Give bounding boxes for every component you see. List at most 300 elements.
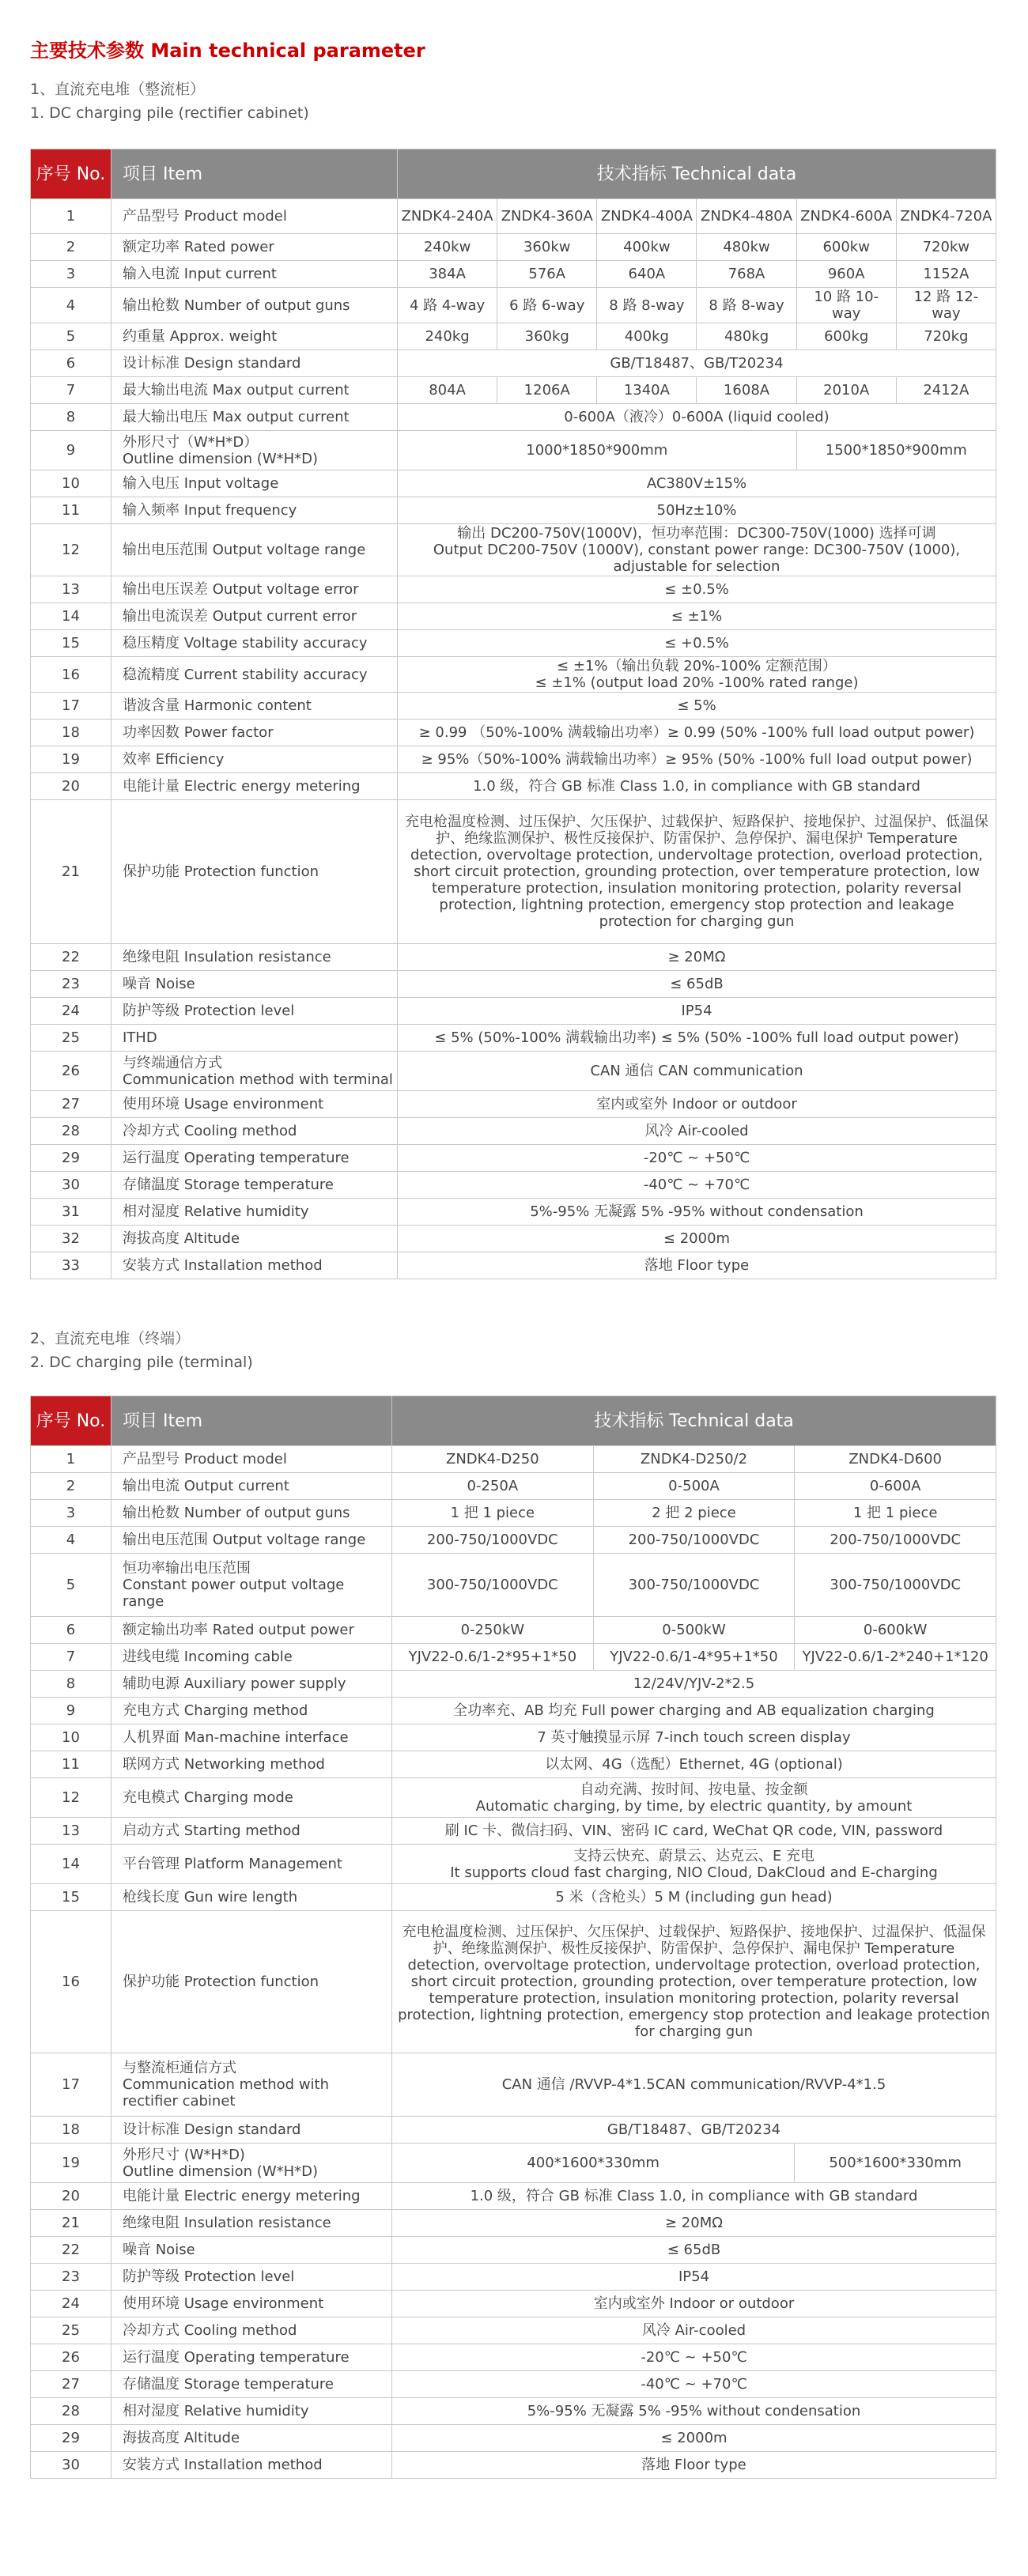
row-item-name: 额定输出功率 Rated output power [111,1617,392,1644]
row-number: 28 [31,1118,111,1145]
row-value: 200-750/1000VDC [392,1527,594,1554]
row-item-name: 噪音 Noise [111,2237,392,2264]
row-number: 21 [31,800,111,944]
row-number: 4 [31,288,111,323]
row-number: 29 [31,2425,111,2452]
table-row [31,1500,996,1527]
table-row [31,1884,996,1911]
row-value: 240kw [398,234,497,261]
table-row [31,1527,996,1554]
row-value: -20℃ ~ +50℃ [392,2344,996,2371]
row-number: 17 [31,2053,111,2117]
row-value: 室内或室外 Indoor or outdoor [398,1091,996,1118]
row-number: 31 [31,1199,111,1226]
row-number: 11 [31,1751,111,1778]
row-number: 27 [31,2371,111,2398]
row-item-name: 冷却方式 Cooling method [111,1118,398,1145]
row-number: 25 [31,1025,111,1052]
row-item-name: 恒功率输出电压范围 Constant power output voltage range [111,1554,392,1617]
row-number: 11 [31,497,111,524]
row-item-name: 输出枪数 Number of output guns [111,1500,392,1527]
row-value: 5%-95% 无凝露 5% -95% without condensation [392,2398,996,2425]
table-row [31,1473,996,1500]
table-row [31,1698,996,1724]
row-number: 28 [31,2398,111,2425]
row-value: 480kw [697,234,796,261]
table-row [31,234,996,261]
row-number: 15 [31,1884,111,1911]
table-row [31,2425,996,2452]
row-value: 720kw [896,234,996,261]
row-value: YJV22-0.6/1-2*240+1*120 [795,1644,996,1671]
row-value: 12 路 12-way [896,288,996,323]
row-value: 10 路 10-way [796,288,896,323]
row-value: -40℃ ~ +70℃ [398,1172,996,1199]
row-item-name: 防护等级 Protection level [111,2264,392,2291]
table-row [31,1252,996,1279]
row-item-name: 输出电流 Output current [111,1473,392,1500]
table-row [31,1025,996,1052]
row-item-name: 存储温度 Storage temperature [111,1172,398,1199]
row-value: 768A [697,261,796,288]
row-value: 4 路 4-way [398,288,497,323]
row-item-name: 安装方式 Installation method [111,2452,392,2479]
row-value: ≥ 20MΩ [392,2210,996,2237]
row-value: ≤ 65dB [392,2237,996,2264]
table-row [31,2183,996,2210]
row-value: ≤ 5% (50%-100% 满载输出功率) ≤ 5% (50% -100% full load output power) [398,1025,996,1052]
header-item: 项目 Item [111,1396,392,1446]
table-header-row [31,149,996,199]
row-item-name: 绝缘电阻 Insulation resistance [111,2210,392,2237]
row-item-name: 谐波含量 Harmonic content [111,693,398,720]
row-value: 0-500kW [593,1617,795,1644]
row-value: 自动充满、按时间、按电量、按金额 Automatic charging, by time, by electric quantity, by amount [392,1778,996,1818]
row-number: 23 [31,971,111,998]
row-value: ≤ ±0.5% [398,576,996,603]
table-row [31,1617,996,1644]
row-item-name: 额定功率 Rated power [111,234,398,261]
row-value: ZNDK4-D250/2 [593,1446,795,1473]
section1-title-en: 1. DC charging pile (rectifier cabinet) [30,104,309,122]
row-number: 9 [31,1698,111,1724]
table-row [31,657,996,693]
row-number: 26 [31,2344,111,2371]
row-item-name: 海拔高度 Altitude [111,2425,392,2452]
row-value: ZNDK4-600A [796,199,896,234]
row-item-name: 设计标准 Design standard [111,2117,392,2144]
row-item-name: 运行温度 Operating temperature [111,1145,398,1172]
header-no: 序号 No. [31,1396,111,1446]
row-number: 8 [31,404,111,431]
table-row [31,261,996,288]
row-value: 360kg [497,323,597,350]
table-row [31,2117,996,2144]
row-value: 400kg [597,323,697,350]
row-value: 支持云快充、蔚景云、达克云、E 充电 It supports cloud fast charging, NIO Cloud, DakCloud and E-charging [392,1845,996,1884]
row-number: 20 [31,2183,111,2210]
table-row [31,350,996,377]
table-row [31,1554,996,1617]
table-row [31,1671,996,1698]
row-value: ZNDK4-480A [697,199,796,234]
row-value: 2412A [896,377,996,404]
table-row [31,2344,996,2371]
table-row [31,2452,996,2479]
row-value: AC380V±15% [398,470,996,497]
row-number: 33 [31,1252,111,1279]
row-value: 1 把 1 piece [392,1500,594,1527]
row-value: 室内或室外 Indoor or outdoor [392,2291,996,2317]
table-row [31,800,996,944]
row-number: 7 [31,1644,111,1671]
row-item-name: 稳压精度 Voltage stability accuracy [111,630,398,657]
table-header-row [31,1396,996,1446]
section2-title-en: 2. DC charging pile (terminal) [30,1354,253,1371]
row-value: 400kw [597,234,697,261]
table-row [31,1644,996,1671]
row-number: 19 [31,2144,111,2183]
row-value: 960A [796,261,896,288]
section1-title-cn: 1、直流充电堆（整流柜） [30,81,206,98]
row-value: 0-600kW [795,1617,996,1644]
row-value: 300-750/1000VDC [593,1554,795,1617]
table-row [31,1091,996,1118]
row-value: 360kw [497,234,597,261]
table-row [31,1226,996,1252]
row-number: 25 [31,2317,111,2344]
row-number: 12 [31,524,111,576]
row-value: 0-250A [392,1473,594,1500]
row-value: ZNDK4-240A [398,199,497,234]
table-row [31,773,996,800]
table-row [31,431,996,470]
row-item-name: 最大输出电压 Max output current [111,404,398,431]
table-row [31,1052,996,1091]
row-value: ZNDK4-D600 [795,1446,996,1473]
row-number: 19 [31,746,111,773]
row-number: 1 [31,199,111,234]
table-row [31,1778,996,1818]
row-value: GB/T18487、GB/T20234 [392,2117,996,2144]
row-value: 1 把 1 piece [795,1500,996,1527]
row-value: YJV22-0.6/1-4*95+1*50 [593,1644,795,1671]
table-row [31,470,996,497]
row-number: 8 [31,1671,111,1698]
row-value: ≥ 0.99 （50%-100% 满载输出功率）≥ 0.99 (50% -100% full load output power) [398,720,996,746]
section2-title-cn: 2、直流充电堆（终端） [30,1330,191,1347]
row-number: 5 [31,323,111,350]
row-value: 1.0 级，符合 GB 标准 Class 1.0, in compliance with GB standard [392,2183,996,2210]
row-item-name: 平台管理 Platform Management [111,1845,392,1884]
row-number: 4 [31,1527,111,1554]
row-item-name: 海拔高度 Altitude [111,1226,398,1252]
row-item-name: 外形尺寸 (W*H*D) Outline dimension (W*H*D) [111,2144,392,2183]
row-value: 1340A [597,377,697,404]
row-item-name: 辅助电源 Auxiliary power supply [111,1671,392,1698]
table-row [31,1818,996,1845]
row-item-name: 输出电流误差 Output current error [111,603,398,630]
row-item-name: 与终端通信方式 Communication method with terminal [111,1052,398,1091]
section2-table [30,1396,996,2479]
row-value: 804A [398,377,497,404]
row-value: 2 把 2 piece [593,1500,795,1527]
row-value: 充电枪温度检测、过压保护、欠压保护、过载保护、短路保护、接地保护、过温保护、低温保护、绝缘监测保护、极性反接保护、防雷保护、急停保护、漏电保护 Temperature detection, overvoltage protection, undervoltage protection, overload protection, short circuit protection, grounding protection, over temperature protection, low temperature protection, insulation monitoring protection, polarity reversal protection, lightning protection, emergency stop protection and leakage protection for charging gun [398,800,996,944]
row-value: 风冷 Air-cooled [392,2317,996,2344]
row-value: 640A [597,261,697,288]
table-row [31,2053,996,2117]
row-number: 30 [31,2452,111,2479]
table-row [31,2398,996,2425]
row-number: 2 [31,234,111,261]
row-value: ZNDK4-360A [497,199,597,234]
row-value: 200-750/1000VDC [593,1527,795,1554]
row-number: 5 [31,1554,111,1617]
row-number: 1 [31,1446,111,1473]
row-item-name: 产品型号 Product model [111,1446,392,1473]
row-value: ≤ ±1%（输出负载 20%-100% 定额范围） ≤ ±1% (output load 20% -100% rated range) [398,657,996,693]
row-item-name: 充电方式 Charging method [111,1698,392,1724]
table-row [31,2144,996,2183]
row-number: 30 [31,1172,111,1199]
row-item-name: 与整流柜通信方式 Communication method with rectifier cabinet [111,2053,392,2117]
row-item-name: ITHD [111,1025,398,1052]
row-value: ≤ 5% [398,693,996,720]
row-value: 400*1600*330mm [392,2144,795,2183]
row-value: 落地 Floor type [392,2452,996,2479]
row-number: 26 [31,1052,111,1091]
row-item-name: 使用环境 Usage environment [111,1091,398,1118]
row-value: 1000*1850*900mm [398,431,797,470]
header-no: 序号 No. [31,149,111,199]
row-value: 刷 IC 卡、微信扫码、VIN、密码 IC card, WeChat QR code, VIN, password [392,1818,996,1845]
row-item-name: 存储温度 Storage temperature [111,2371,392,2398]
row-value: 1608A [697,377,796,404]
row-value: 1500*1850*900mm [796,431,996,470]
row-value: ≤ +0.5% [398,630,996,657]
header-data: 技术指标 Technical data [392,1396,996,1446]
row-item-name: 输入电压 Input voltage [111,470,398,497]
row-number: 15 [31,630,111,657]
row-item-name: 输出枪数 Number of output guns [111,288,398,323]
row-item-name: 功率因数 Power factor [111,720,398,746]
row-value: 8 路 8-way [597,288,697,323]
row-number: 16 [31,657,111,693]
row-number: 13 [31,1818,111,1845]
row-value: 0-600A（液冷）0-600A (liquid cooled) [398,404,996,431]
row-item-name: 输入电流 Input current [111,261,398,288]
row-item-name: 枪线长度 Gun wire length [111,1884,392,1911]
row-value: ≥ 95%（50%-100% 满载输出功率）≥ 95% (50% -100% full load output power) [398,746,996,773]
row-value: 384A [398,261,497,288]
row-value: 0-250kW [392,1617,594,1644]
row-item-name: 保护功能 Protection function [111,800,398,944]
row-value: 0-600A [795,1473,996,1500]
row-number: 23 [31,2264,111,2291]
table-row [31,576,996,603]
row-value: 6 路 6-way [497,288,597,323]
row-number: 3 [31,1500,111,1527]
row-number: 21 [31,2210,111,2237]
table-row [31,998,996,1025]
row-value: 全功率充、AB 均充 Full power charging and AB equalization charging [392,1698,996,1724]
row-value: 5 米（含枪头）5 M (including gun head) [392,1884,996,1911]
row-value: IP54 [398,998,996,1025]
row-value: 300-750/1000VDC [392,1554,594,1617]
row-number: 14 [31,1845,111,1884]
table-row [31,1911,996,2053]
row-number: 2 [31,1473,111,1500]
row-value: 0-500A [593,1473,795,1500]
row-item-name: 外形尺寸（W*H*D） Outline dimension (W*H*D) [111,431,398,470]
table-row [31,1724,996,1751]
row-item-name: 稳流精度 Current stability accuracy [111,657,398,693]
table-row [31,1118,996,1145]
row-number: 16 [31,1911,111,2053]
row-value: 720kg [896,323,996,350]
table-row [31,944,996,971]
table-row [31,497,996,524]
row-value: ≤ ±1% [398,603,996,630]
section1-table [30,149,996,1279]
row-value: 8 路 8-way [697,288,796,323]
row-value: ≤ 2000m [398,1226,996,1252]
row-value: CAN 通信 CAN communication [398,1052,996,1091]
row-item-name: 联网方式 Networking method [111,1751,392,1778]
row-value: 1.0 级，符合 GB 标准 Class 1.0, in compliance with GB standard [398,773,996,800]
row-value: 480kg [697,323,796,350]
row-item-name: 电能计量 Electric energy metering [111,2183,392,2210]
row-item-name: 约重量 Approx. weight [111,323,398,350]
table-row [31,2264,996,2291]
row-item-name: 绝缘电阻 Insulation resistance [111,944,398,971]
row-item-name: 效率 Efficiency [111,746,398,773]
row-number: 17 [31,693,111,720]
table-row [31,288,996,323]
row-number: 32 [31,1226,111,1252]
row-value: -40℃ ~ +70℃ [392,2371,996,2398]
row-number: 6 [31,1617,111,1644]
row-value: 1152A [896,261,996,288]
table-row [31,404,996,431]
row-value: 5%-95% 无凝露 5% -95% without condensation [398,1199,996,1226]
row-item-name: 产品型号 Product model [111,199,398,234]
row-value: ≤ 65dB [398,971,996,998]
row-value: 落地 Floor type [398,1252,996,1279]
row-value: GB/T18487、GB/T20234 [398,350,996,377]
table-row [31,1446,996,1473]
header-item: 项目 Item [111,149,398,199]
row-number: 7 [31,377,111,404]
row-item-name: 输出电压范围 Output voltage range [111,1527,392,1554]
row-value: 576A [497,261,597,288]
row-value: 600kw [796,234,896,261]
row-item-name: 进线电缆 Incoming cable [111,1644,392,1671]
row-number: 6 [31,350,111,377]
page-title: 主要技术参数 Main technical parameter [30,40,425,62]
row-item-name: 防护等级 Protection level [111,998,398,1025]
table-row [31,693,996,720]
row-item-name: 相对湿度 Relative humidity [111,2398,392,2425]
row-number: 20 [31,773,111,800]
table-row [31,720,996,746]
table-row [31,2210,996,2237]
row-item-name: 保护功能 Protection function [111,1911,392,2053]
table-row [31,630,996,657]
row-value: 输出 DC200-750V(1000V)，恒功率范围：DC300-750V(1000) 选择可调 Output DC200-750V (1000V), constant power range: DC300-750V (1000), adjustable for selection [398,524,996,576]
row-item-name: 设计标准 Design standard [111,350,398,377]
row-value: 50Hz±10% [398,497,996,524]
table-row [31,1845,996,1884]
table-row [31,524,996,576]
row-value: 200-750/1000VDC [795,1527,996,1554]
row-item-name: 启动方式 Starting method [111,1818,392,1845]
table-row [31,199,996,234]
row-number: 22 [31,944,111,971]
row-value: IP54 [392,2264,996,2291]
row-item-name: 安装方式 Installation method [111,1252,398,1279]
row-number: 10 [31,470,111,497]
table-row [31,2317,996,2344]
table-row [31,971,996,998]
table-row [31,1172,996,1199]
table-row [31,1145,996,1172]
table-row [31,603,996,630]
row-number: 29 [31,1145,111,1172]
row-item-name: 充电模式 Charging mode [111,1778,392,1818]
table-row [31,2237,996,2264]
row-item-name: 输出电压范围 Output voltage range [111,524,398,576]
row-value: YJV22-0.6/1-2*95+1*50 [392,1644,594,1671]
row-item-name: 电能计量 Electric energy metering [111,773,398,800]
row-value: 12/24V/YJV-2*2.5 [392,1671,996,1698]
row-number: 10 [31,1724,111,1751]
row-item-name: 噪音 Noise [111,971,398,998]
row-item-name: 使用环境 Usage environment [111,2291,392,2317]
table-row [31,2291,996,2317]
table-row [31,1751,996,1778]
row-value: -20℃ ~ +50℃ [398,1145,996,1172]
row-value: 以太网、4G（选配）Ethernet, 4G (optional) [392,1751,996,1778]
row-item-name: 运行温度 Operating temperature [111,2344,392,2371]
table-row [31,2371,996,2398]
table-row [31,323,996,350]
row-value: 2010A [796,377,896,404]
row-number: 12 [31,1778,111,1818]
row-item-name: 冷却方式 Cooling method [111,2317,392,2344]
row-number: 13 [31,576,111,603]
row-value: 500*1600*330mm [795,2144,996,2183]
row-value: CAN 通信 /RVVP-4*1.5CAN communication/RVVP-4*1.5 [392,2053,996,2117]
row-value: 240kg [398,323,497,350]
row-value: 充电枪温度检测、过压保护、欠压保护、过载保护、短路保护、接地保护、过温保护、低温保护、绝缘监测保护、极性反接保护、防雷保护、急停保护、漏电保护 Temperature detection, overvoltage protection, undervoltage protection, overload protection, short circuit protection, grounding protection, over temperature protection, low temperature protection, insulation monitoring protection, polarity reversal protection, lightning protection, emergency stop protection and leakage protection for charging gun [392,1911,996,2053]
row-number: 24 [31,998,111,1025]
row-value: ≥ 20MΩ [398,944,996,971]
table-row [31,746,996,773]
row-number: 3 [31,261,111,288]
row-value: 300-750/1000VDC [795,1554,996,1617]
table-row [31,1199,996,1226]
row-number: 22 [31,2237,111,2264]
table-row [31,377,996,404]
row-number: 24 [31,2291,111,2317]
row-value: 风冷 Air-cooled [398,1118,996,1145]
header-data: 技术指标 Technical data [398,149,996,199]
row-value: 1206A [497,377,597,404]
row-value: ≤ 2000m [392,2425,996,2452]
row-value: 7 英寸触摸显示屏 7-inch touch screen display [392,1724,996,1751]
row-number: 27 [31,1091,111,1118]
